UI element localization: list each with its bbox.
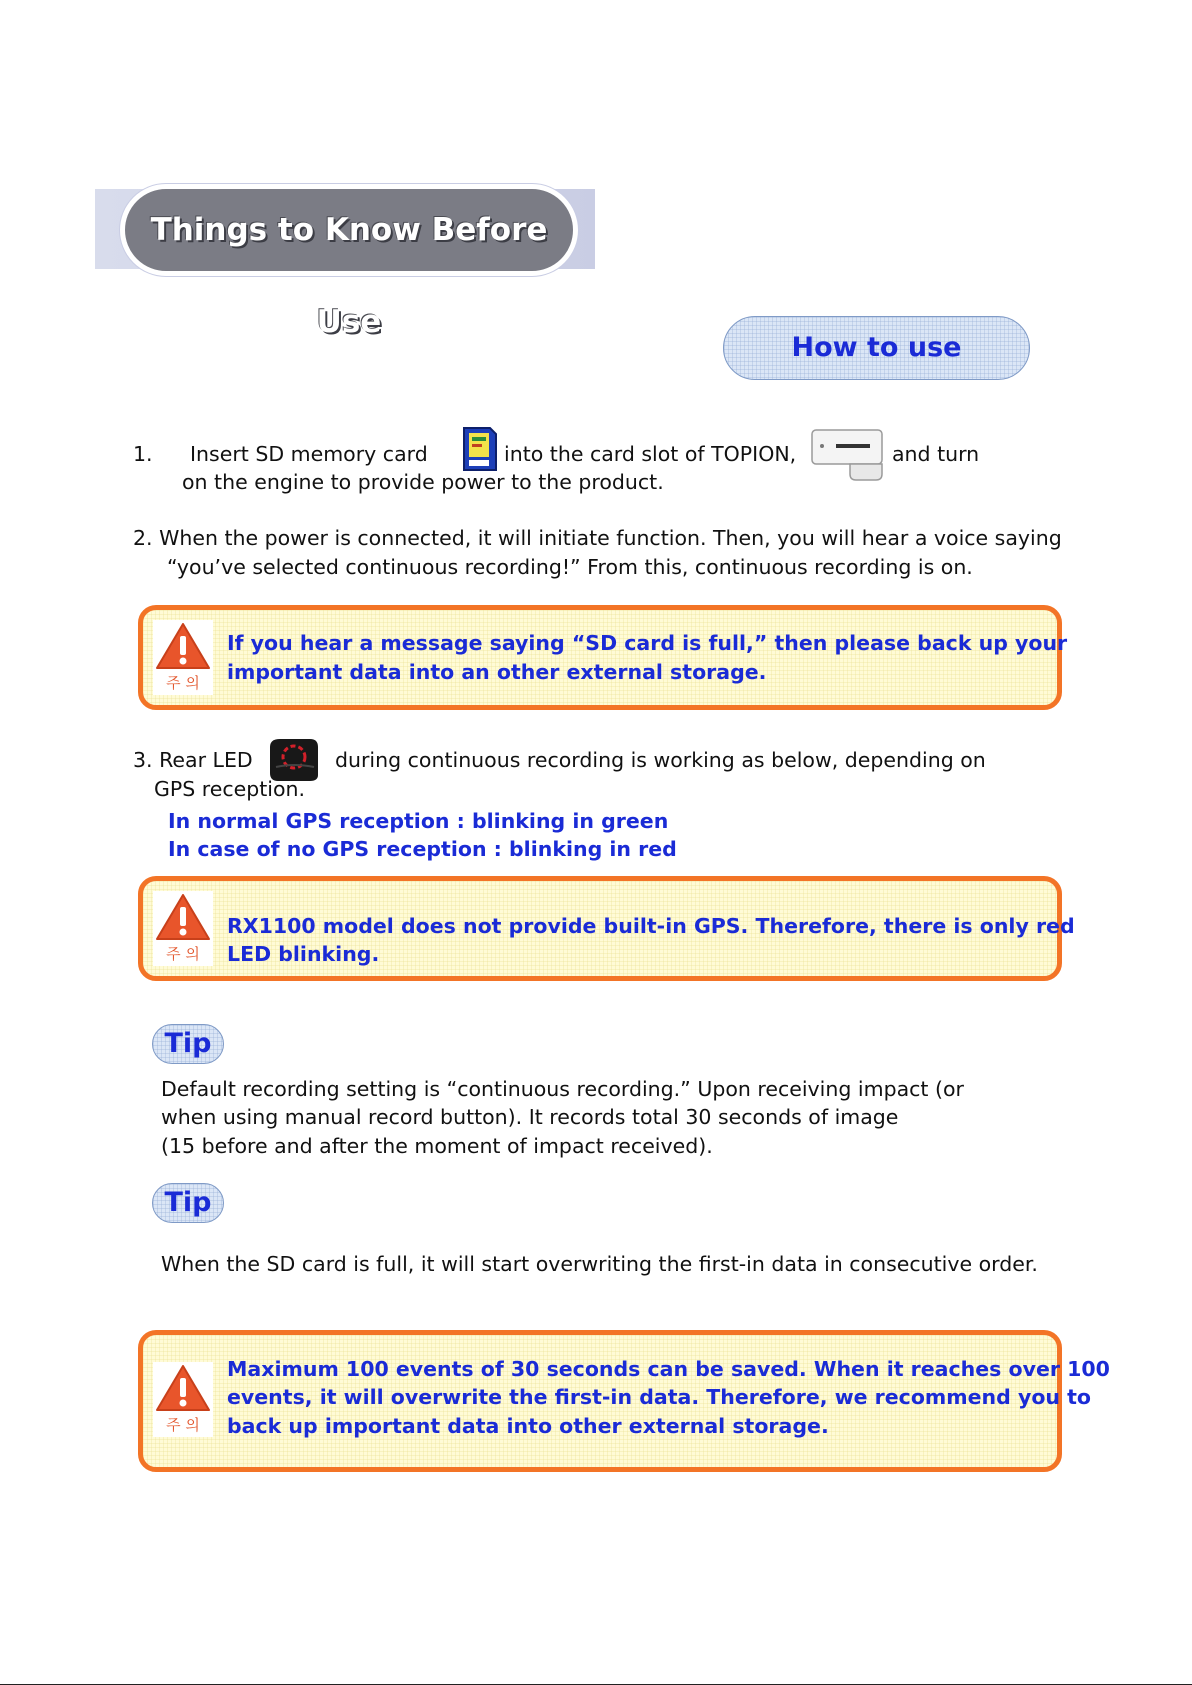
caution-text-line3: back up important data into other external storage. xyxy=(227,1414,829,1438)
caution-icon xyxy=(153,1362,213,1437)
page-title: Things to Know Before Use xyxy=(150,212,548,340)
sd-card-icon xyxy=(460,424,500,474)
step1-number: 1. xyxy=(133,442,153,466)
topion-device-icon xyxy=(810,424,886,482)
caution-text-line2: LED blinking. xyxy=(227,942,380,966)
section-label: How to use xyxy=(791,332,962,363)
caution-text-line2: important data into an other external storage. xyxy=(227,660,767,684)
step1-text-line2: on the engine to provide power to the product. xyxy=(182,470,664,494)
caution-text-line1: RX1100 model does not provide built-in GPS. Therefore, there is only red xyxy=(227,914,1075,938)
step1-text-b: into the card slot of TOPION, xyxy=(504,442,797,466)
step3-text-b: during continuous recording is working as below, depending on xyxy=(335,748,986,772)
step1-text-c: and turn xyxy=(892,442,980,466)
step2-text-line1: 2. When the power is connected, it will initiate function. Then, you will hear a voice saying xyxy=(133,526,1062,550)
tip-label: Tip xyxy=(164,1187,212,1218)
caution-text-line2: events, it will overwrite the first-in data. Therefore, we recommend you to xyxy=(227,1385,1092,1409)
caution-text-line1: If you hear a message saying “SD card is full,” then please back up your xyxy=(227,631,1068,655)
gps-none-note: In case of no GPS reception : blinking in red xyxy=(168,837,677,861)
warning-triangle-icon xyxy=(153,891,213,943)
gps-normal-note: In normal GPS reception : blinking in green xyxy=(168,809,669,833)
caution-label: 주 의 xyxy=(166,945,200,963)
tip-text-line2: when using manual record button). It records total 30 seconds of image xyxy=(161,1105,899,1129)
warning-triangle-icon xyxy=(153,620,213,672)
caution-icon xyxy=(153,620,213,695)
step3-text-line2: GPS reception. xyxy=(154,777,306,801)
tip-text-line1: When the SD card is full, it will start overwriting the first-in data in consecutive order. xyxy=(161,1252,1038,1276)
caution-label: 주 의 xyxy=(166,674,200,692)
tip-text-line3: (15 before and after the moment of impact received). xyxy=(161,1134,713,1158)
caution-text-line1: Maximum 100 events of 30 seconds can be saved. When it reaches over 100 xyxy=(227,1357,1110,1381)
step2-text-line2: “you’ve selected continuous recording!” From this, continuous recording is on. xyxy=(167,555,973,579)
caution-label: 주 의 xyxy=(166,1416,200,1434)
caution-icon xyxy=(153,891,213,966)
warning-triangle-icon xyxy=(153,1362,213,1414)
step1-text-a: Insert SD memory card xyxy=(190,442,428,466)
step3-text-a: 3. Rear LED xyxy=(133,748,253,772)
tip-text-line1: Default recording setting is “continuous recording.” Upon receiving impact (or xyxy=(161,1077,964,1101)
tip-label: Tip xyxy=(164,1028,212,1059)
